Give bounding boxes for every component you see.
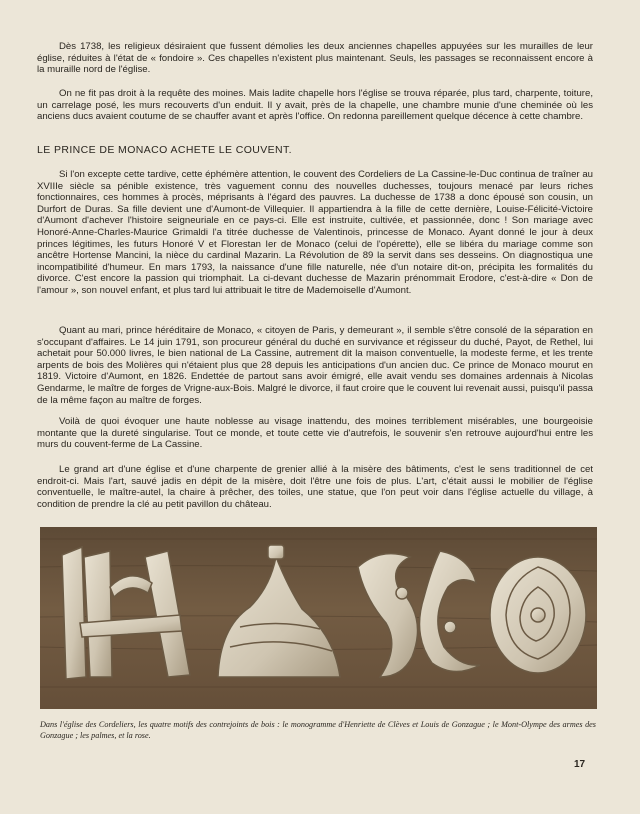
- paragraph-noblesse: Voilà de quoi évoquer une haute noblesse au visage inattendu, des moines terriblement misérables, une bourgeoisie montante que la dureté singularise. Tout ce monde, et toute cette vie d'autrefois, le souvenir s'en retrouve aujourd'hui entre les murs du couvent-ferme de La Cassine.: [37, 416, 593, 451]
- photo-caption: Dans l'église des Cordeliers, les quatre motifs des contrejoints de bois : le monogramme d'Henriette de Clèves et Louis de Gonzague ; le Mont-Olympe des armes des Gonzague ; les palmes, et la rose.: [40, 720, 596, 740]
- paragraph-chapelles: Dès 1738, les religieux désiraient que fussent démolies les deux anciennes chapelles appuyées sur les murailles de leur église, réduites à l'état de « fondoire ». Ces chapelles n'existent plus maintenant. Seuls, les passages se reconnaissent encore à la muraille nord de l'église.: [37, 41, 593, 76]
- paragraph-chambre: On ne fit pas droit à la requête des moines. Mais ladite chapelle hors l'église se trouva réparée, plus tard, charpente, toiture, un carrelage posé, les murs recouverts d'un enduit. Il y avait, près de la chapelle, une chambre munie d'une cheminée où les anciens ducs avaient coutume de se chauffer avant et après l'office. On redonna pareillement quelque décence à cette chambre.: [37, 88, 593, 123]
- paragraph-art: Le grand art d'une église et d'une charpente de grenier allié à la misère des bâtiments, c'est le sens traditionnel de cet endroit-ci. Mais l'art, sauvé jadis en dépit de la misère, doit l'être une fois de plus. L'art, c'était aussi le mobilier de l'église conventuelle, le maître-autel, la chaire à prêcher, des toiles, une statue, que l'on peut voir dans l'église actuelle du village, à condition de prendre la clé au petit pavillon du château.: [37, 464, 593, 510]
- rose-motif: [490, 557, 586, 673]
- mont-olympe-motif: [218, 545, 340, 677]
- palmes-motif: [358, 551, 480, 677]
- paragraph-prince: Quant au mari, prince héréditaire de Monaco, « citoyen de Paris, y demeurant », il semble s'être consolé de la séparation en s'occupant d'affaires. Le 14 juin 1791, son procureur général du duché en survivance et régisseur du duché, Payot, de Rethel, lui achetait pour 50.000 livres, le bien national de La Cassine, autrement dit la maison conventuelle, la modeste ferme, et les trente arpents de bois des Molières qui n'étaient plus que 28 depuis les anticipations d'un ancien duc. Ce prince de Monaco mourut en 1819. Victoire d'Aumont, en 1826. Endettée de partout sans avoir émigré, elle avait vendu ses domaines ardennais à Nicolas Gendarme, le maître de forges de Vrigne-aux-Bois. Malgré le divorce, il faut croire que le couvent lui revenait aussi, puisqu'il passa de la même façon au maître de forges.: [37, 325, 593, 406]
- paragraph-duchesse: Si l'on excepte cette tardive, cette éphémère attention, le couvent des Cordeliers de La Cassine-le-Duc continua de traîner au XVIIIe siècle sa pénible existence, très vaguement connu des nouvelles duchesses, toujours menacé par leurs riches fonctionnaires, ces hommes à procès, méprisants à l'égard des pauvres. La duchesse de 1738 a donc épousé son cousin, un Durfort de Duras. Sa fille devient une d'Aumont-de Villequier. Il appartiendra à la fille de cette dernière, Louise-Félicité-Victoire d'Aumont d'achever l'histoire seigneuriale en ce pays-ci. Elle est instruite, cultivée, et passionnée, donc ! Son mariage avec Honoré-Anne-Charles-Maurice Grimaldi l'a titrée duchesse de Valentinois, princesse de Monaco. Ayant donné le jour à deux princes légitimes, les futurs Honoré V et Florestan Ier de Monaco (celui de l'opérette), elle se libéra du mariage comme son ancêtre Hortense Mancini, la nièce du cardinal Mazarin. La Révolution de 89 la servit dans ses desseins. On diagnostiqua une incompatibilité d'humeur. En mars 1793, la naissance d'une fille naturelle, née d'un notaire dit-on, précipita les formalités du divorce. C'est encore la passion qui triomphait. La ci-devant duchesse de Mazarin prénommait Erodore, c'est-à-dire « Don de l'amour », son nouvel enfant, et plus tard lui attribuait le titre de Mademoiselle d'Aumont.: [37, 169, 593, 296]
- page-number: 17: [574, 759, 586, 770]
- carved-wood-photo: [40, 527, 597, 709]
- carved-motifs-illustration: [40, 527, 597, 709]
- section-heading: LE PRINCE DE MONACO ACHETE LE COUVENT.: [37, 144, 292, 156]
- monogram-motif: [62, 547, 190, 679]
